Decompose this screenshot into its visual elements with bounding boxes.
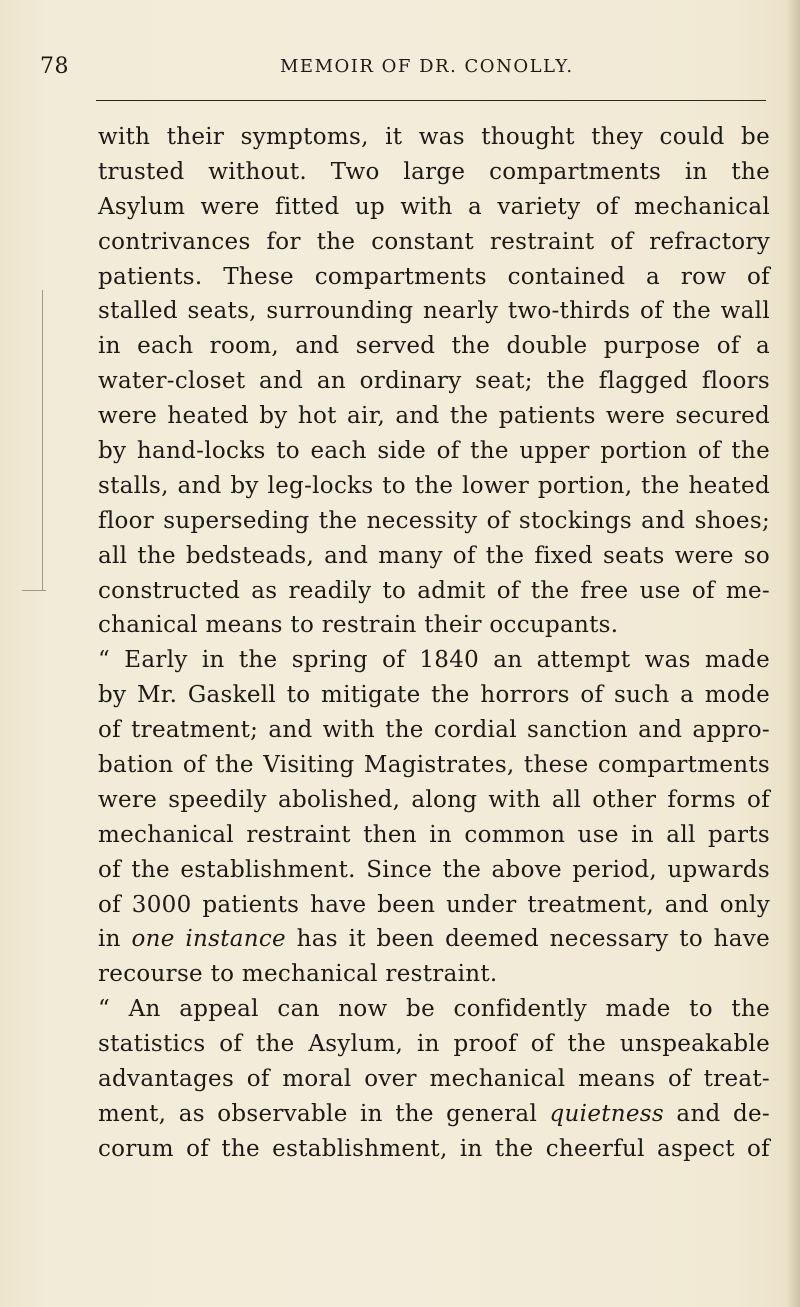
text-line: constructed as readily to admit of the free use of me- [98, 577, 770, 604]
text-line: mechanical restraint then in common use in all parts [98, 821, 770, 848]
text-line: trusted without. Two large compartments in the [98, 158, 770, 185]
page-edge-shadow [786, 0, 800, 1307]
text-segment: ment, as observable in the general [98, 1100, 538, 1127]
text-line: corum of the establishment, in the cheerful aspect of [98, 1135, 770, 1162]
header-rule [96, 100, 766, 101]
text-line: Asylum were fitted up with a variety of mechanical [98, 193, 770, 220]
text-line: of treatment; and with the cordial sanction and appro- [98, 717, 770, 744]
text-line: chanical means to restrain their occupants. [98, 612, 619, 639]
text-line: by hand-locks to each side of the upper portion of the [98, 438, 770, 465]
text-line-with-italic [98, 1097, 770, 1132]
italic-phrase: quietness [549, 1100, 665, 1127]
italic-phrase: one instance [131, 926, 286, 953]
text-line: recourse to mechanical restraint. [98, 961, 498, 988]
text-line: floor superseding the necessity of stockings and shoes; [98, 507, 770, 534]
text-line: patients. These compartments contained a row of [98, 263, 770, 290]
text-line: were heated by hot air, and the patients were secured [98, 403, 770, 430]
text-line: by Mr. Gaskell to mitigate the horrors of such a mode [98, 682, 770, 709]
text-line: stalls, and by leg-locks to the lower portion, the heated [98, 472, 770, 499]
text-line: in each room, and served the double purpose of a [98, 333, 770, 360]
text-line: of 3000 patients have been under treatment, and only [98, 891, 770, 918]
text-line: stalled seats, surrounding nearly two-thirds of the wall [98, 298, 770, 325]
text-line: “ An appeal can now be confidently made to the [98, 996, 770, 1023]
text-line: all the bedsteads, and many of the fixed seats were so [98, 542, 770, 569]
text-line: advantages of moral over mechanical means of treat- [98, 1066, 770, 1093]
body-text [98, 120, 770, 1167]
text-line: with their symptoms, it was thought they could be [98, 124, 770, 150]
text-line: of the establishment. Since the above period, upwards [98, 856, 770, 883]
text-line: water-closet and an ordinary seat; the flagged floors [98, 368, 770, 395]
text-line-with-italic [98, 922, 770, 957]
text-line: bation of the Visiting Magistrates, these compartments [98, 752, 770, 779]
text-line: statistics of the Asylum, in proof of the unspeakable [98, 1031, 770, 1058]
text-line: contrivances for the constant restraint of refractory [98, 228, 770, 255]
bleed-through-tick [22, 578, 46, 591]
text-line: were speedily abolished, along with all other forms of [98, 786, 770, 813]
text-segment: and de- [664, 1100, 770, 1127]
page-header [0, 48, 800, 84]
text-segment: has it been deemed necessary to have [285, 926, 771, 953]
text-segment: in [98, 926, 132, 953]
running-head: MEMOIR OF DR. CONOLLY. [280, 56, 574, 77]
bleed-through-mark [34, 290, 43, 590]
page-number: 78 [40, 54, 69, 79]
text-line: “ Early in the spring of 1840 an attempt was made [98, 647, 770, 674]
